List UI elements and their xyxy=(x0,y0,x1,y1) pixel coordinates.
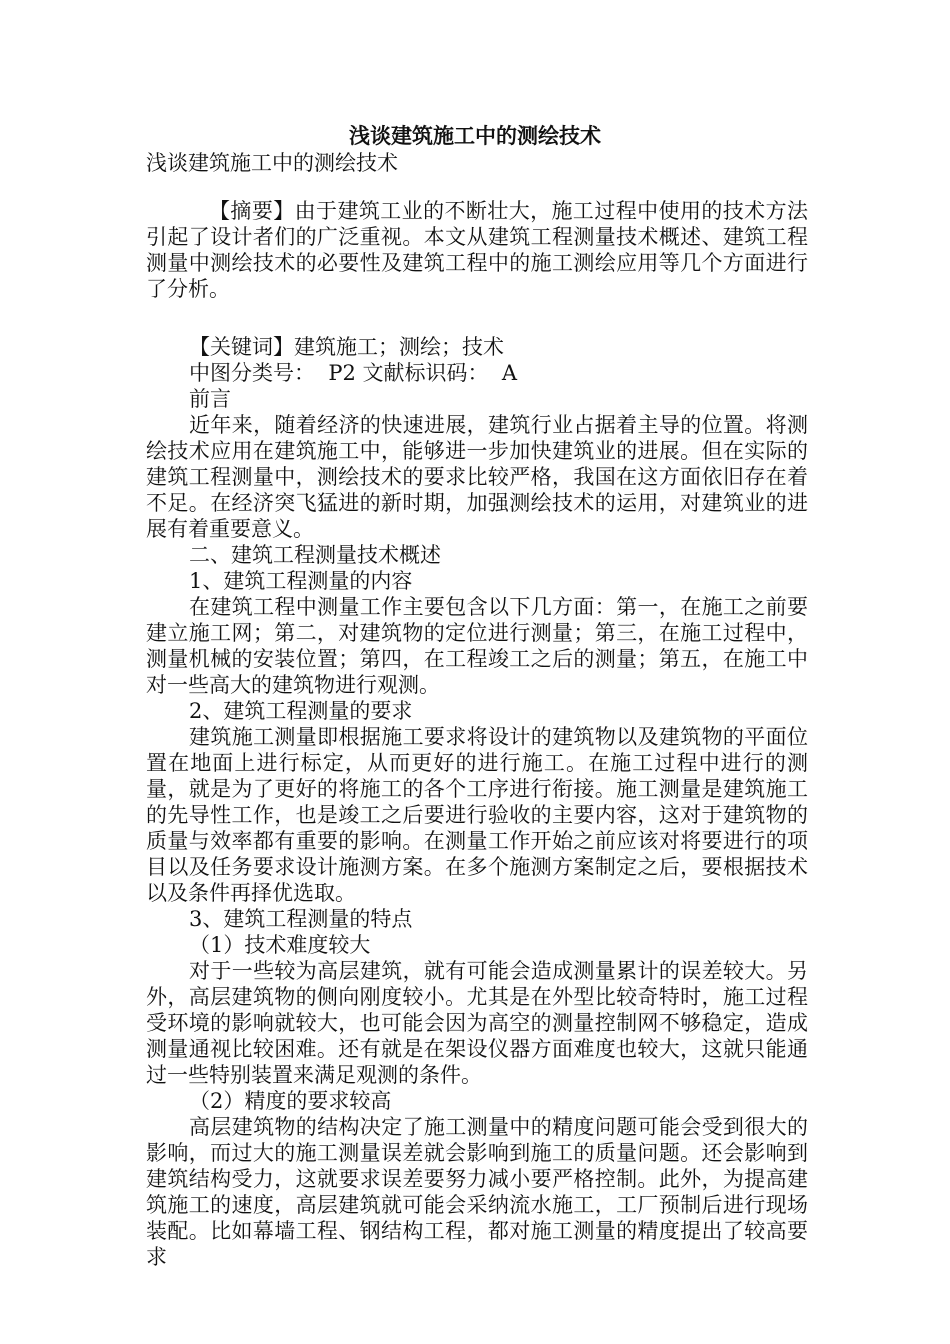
subsection-heading-3: 3、建筑工程测量的特点 xyxy=(189,907,413,931)
subsection-paragraph-1: 在建筑工程中测量工作主要包含以下几方面：第一，在施工之前要建立施工网；第二，对建筑物的定位进行测量；第三，在施工过程中，测量机械的安装位置；第四，在工程竣工之后的测量；第五，在施工中对一些高大的建筑物进行观测。 xyxy=(146,595,808,697)
subsection-paragraph-2: 建筑施工测量即根据施工要求将设计的建筑物以及建筑物的平面位置在地面上进行标定，从而更好的进行施工。在施工过程中进行的测量，就是为了更好的将施工的各个工序进行衔接。施工测量是建筑施工的先导性工作，也是竣工之后要进行验收的主要内容，这对于建筑物的质量与效率都有重要的影响。在测量工作开始之前应该对将要进行的项目以及任务要求设计施测方案。在多个施测方案制定之后，要根据技术以及条件再择优选取。 xyxy=(146,725,808,905)
document-body xyxy=(146,198,808,1270)
point-paragraph-2: 高层建筑物的结构决定了施工测量中的精度问题可能会受到很大的影响，而过大的施工测量误差就会影响到施工的质量问题。还会影响到建筑结构受力，这就要求误差要努力减小要严格控制。此外，为提高建筑施工的速度，高层建筑就可能会采纳流水施工，工厂预制后进行现场装配。比如幕墙工程、钢结构工程，都对施工测量的精度提出了较高要求 xyxy=(146,1115,808,1269)
preface-paragraph: 近年来，随着经济的快速进展，建筑行业占据着主导的位置。将测绘技术应用在建筑施工中，能够进一步加快建筑业的进展。但在实际的建筑工程测量中，测绘技术的要求比较严格，我国在这方面依旧存在着不足。在经济突飞猛进的新时期，加强测绘技术的运用，对建筑业的进展有着重要意义。 xyxy=(146,413,808,541)
abstract-paragraph: 【摘要】由于建筑工业的不断壮大，施工过程中使用的技术方法引起了设计者们的广泛重视。本文从建筑工程测量技术概述、建筑工程测量中测绘技术的必要性及建筑工程中的施工测绘应用等几个方面进行了分析。 xyxy=(146,199,808,301)
spacer xyxy=(146,302,808,334)
document-subtitle: 浅谈建筑施工中的测绘技术 xyxy=(146,151,398,175)
point-heading-1: （1）技术难度较大 xyxy=(189,933,371,957)
keywords-line: 【关键词】建筑施工；测绘；技术 xyxy=(189,335,504,359)
subsection-heading-1: 1、建筑工程测量的内容 xyxy=(189,569,413,593)
section-heading: 二、建筑工程测量技术概述 xyxy=(189,543,441,567)
preface-heading: 前言 xyxy=(189,387,231,411)
document-title: 浅谈建筑施工中的测绘技术 xyxy=(349,123,601,148)
subsection-heading-2: 2、建筑工程测量的要求 xyxy=(189,699,413,723)
classification-line: 中图分类号： P2 文献标识码： A xyxy=(189,361,518,385)
point-paragraph-1: 对于一些较为高层建筑，就有可能会造成测量累计的误差较大。另外，高层建筑物的侧向刚度较小。尤其是在外型比较奇特时，施工过程受环境的影响就较大，也可能会因为高空的测量控制网不够稳定，造成测量通视比较困难。还有就是在架设仪器方面难度也较大，这就只能通过一些特别装置来满足观测的条件。 xyxy=(146,959,808,1087)
point-heading-2: （2）精度的要求较高 xyxy=(189,1089,392,1113)
